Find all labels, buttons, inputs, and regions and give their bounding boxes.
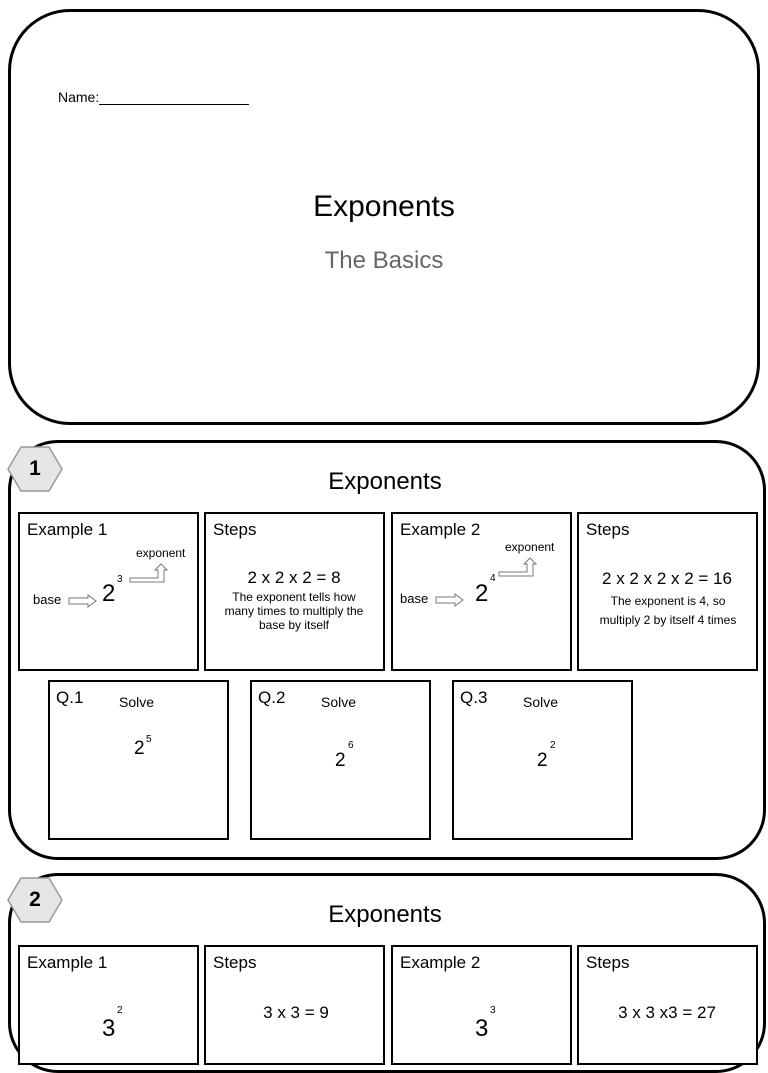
s1-steps2-explanation: The exponent is 4, so multiply 2 by itself 4 times [599, 594, 737, 627]
s1-example1-label: Example 1 [27, 520, 108, 539]
s1-steps1-card [204, 512, 385, 671]
s1-question-3-label: Q.3 [460, 688, 488, 707]
section-2-title: Exponents [328, 901, 442, 928]
s1-question-1-base: 2 [134, 738, 145, 759]
section-1-number: 1 [29, 457, 41, 480]
s1-question-3-base: 2 [537, 750, 548, 771]
s2-steps2-card [577, 945, 758, 1065]
s1-steps1-equation: 2 x 2 x 2 = 8 [247, 568, 341, 587]
s1-example2-card [391, 512, 572, 671]
s1-steps2-equation: 2 x 2 x 2 x 2 = 16 [602, 569, 732, 588]
s1-example1-exponent-label: exponent [136, 546, 186, 560]
s1-example2-base: 2 [475, 580, 489, 607]
name-label: Name: [58, 89, 100, 105]
s1-question-2-exponent: 6 [348, 740, 354, 751]
s1-question-2-card[interactable] [250, 680, 431, 840]
s1-example1-exponent: 3 [117, 574, 123, 585]
s2-example2-card [391, 945, 572, 1065]
s1-exponent-arrow-icon [128, 562, 172, 584]
s1-question-2-label: Q.2 [258, 688, 286, 707]
s2-steps2-label: Steps [586, 953, 630, 972]
s2-example2-label: Example 2 [400, 953, 481, 972]
s2-steps2-equation: 3 x 3 x3 = 27 [618, 1003, 716, 1022]
s1-question-1-label: Q.1 [56, 688, 84, 707]
s1-question-1-card[interactable] [48, 680, 229, 840]
cover-title: Exponents [313, 190, 455, 223]
s2-base-arrow-icon [435, 593, 465, 607]
s1-base-arrow-icon [68, 594, 98, 608]
s1-question-3-solve: Solve [523, 694, 559, 710]
s2-example2-exponent: 3 [490, 1005, 496, 1016]
s1-example2-exponent: 4 [490, 573, 496, 584]
s2-steps1-equation: 3 x 3 = 9 [263, 1003, 329, 1022]
cover-subtitle: The Basics [324, 247, 444, 274]
s1-steps1-explanation: The exponent tells how many times to multiply the base by itself [224, 590, 364, 632]
s1-question-3-exponent: 2 [550, 740, 556, 751]
section-2-number: 2 [29, 888, 41, 911]
s2-steps1-card [204, 945, 385, 1065]
s1-question-2-base: 2 [335, 750, 346, 771]
s2-steps1-label: Steps [213, 953, 257, 972]
s1-example1-base: 2 [102, 580, 116, 607]
s1-question-1-solve: Solve [119, 694, 155, 710]
section-1-title: Exponents [328, 468, 442, 495]
s1-example2-base-label: base [400, 591, 429, 606]
s1-question-3-card[interactable] [452, 680, 633, 840]
s1-example1-card [18, 512, 199, 671]
s2-example1-label: Example 1 [27, 953, 108, 972]
name-field[interactable] [58, 89, 249, 105]
name-blank-line[interactable] [99, 90, 249, 105]
s1-example2-exponent-label: exponent [505, 540, 555, 554]
s2-exponent-arrow-icon [497, 556, 541, 578]
s2-example1-card [18, 945, 199, 1065]
s1-steps1-label: Steps [213, 520, 257, 539]
s2-example2-base: 3 [475, 1015, 489, 1042]
s2-example1-base: 3 [102, 1015, 116, 1042]
s2-example1-exponent: 2 [117, 1005, 123, 1016]
s1-steps2-card [577, 512, 758, 671]
s1-example2-label: Example 2 [400, 520, 481, 539]
s1-question-2-solve: Solve [321, 694, 357, 710]
s1-question-1-exponent: 5 [146, 734, 152, 745]
s1-steps2-label: Steps [586, 520, 630, 539]
s1-example1-base-label: base [33, 592, 62, 607]
